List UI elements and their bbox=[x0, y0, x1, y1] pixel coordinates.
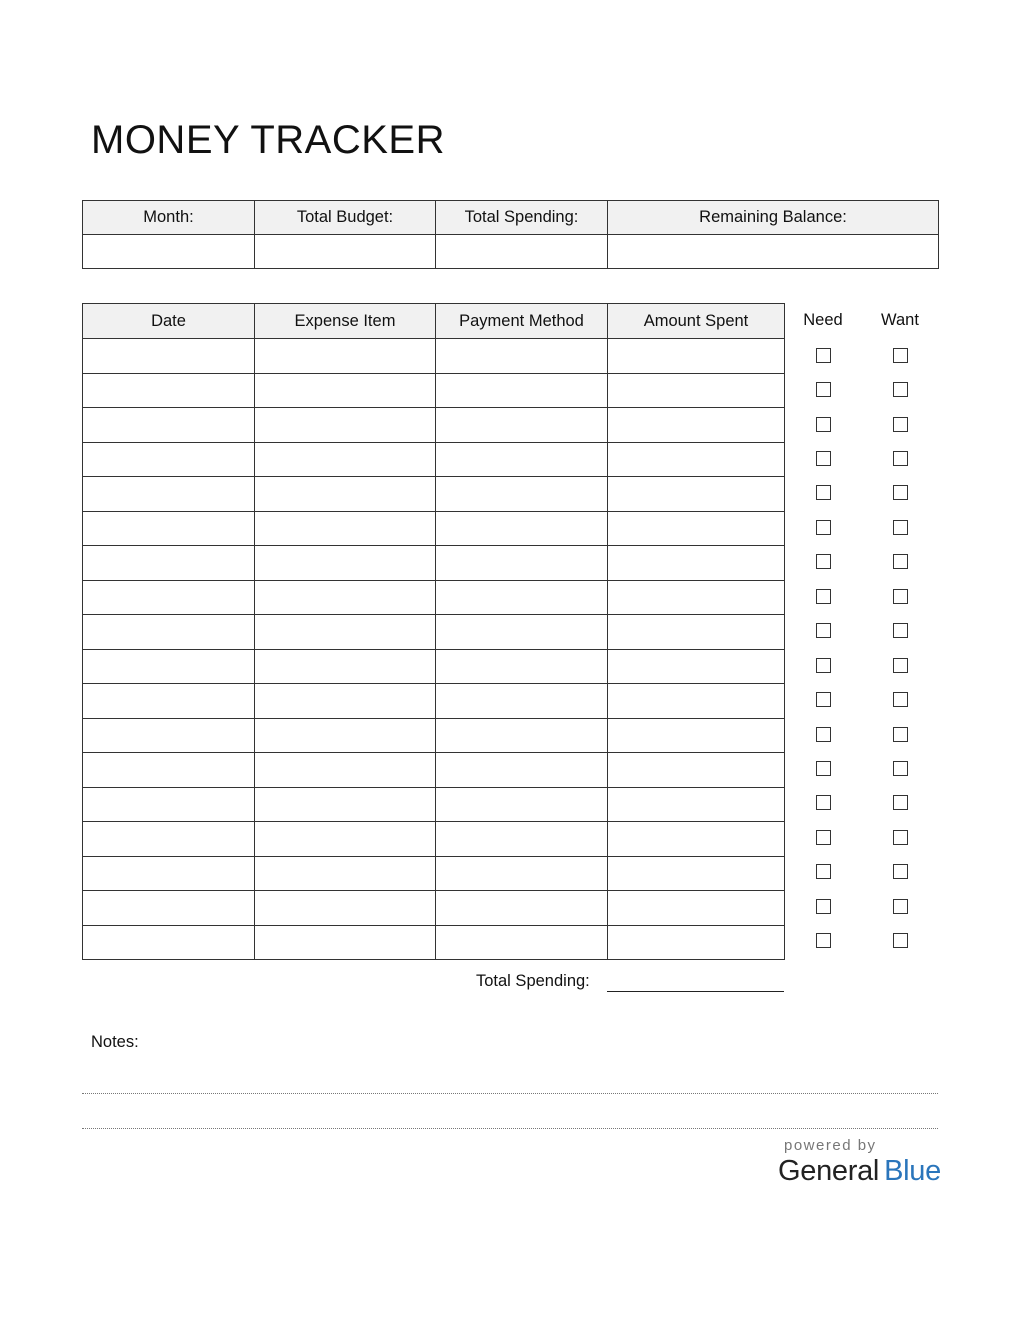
expense-item-cell[interactable] bbox=[255, 856, 436, 891]
amount-spent-cell[interactable] bbox=[608, 477, 785, 512]
checkbox-cell bbox=[793, 682, 853, 716]
checkbox-cell bbox=[870, 510, 930, 544]
need-checkbox[interactable] bbox=[816, 485, 831, 500]
need-checkbox[interactable] bbox=[816, 899, 831, 914]
want-header: Want bbox=[881, 311, 919, 329]
expenses-table bbox=[82, 303, 785, 960]
checkbox-cell bbox=[793, 614, 853, 648]
table-row bbox=[83, 580, 785, 615]
need-checkbox[interactable] bbox=[816, 623, 831, 638]
payment-method-header: Payment Method bbox=[436, 304, 608, 339]
amount-spent-cell[interactable] bbox=[608, 373, 785, 408]
total-budget-field[interactable] bbox=[255, 235, 436, 269]
remaining-balance-field[interactable] bbox=[608, 235, 939, 269]
checkbox-cell bbox=[870, 476, 930, 510]
checkbox-cell bbox=[793, 338, 853, 372]
payment-method-cell[interactable] bbox=[436, 718, 608, 753]
payment-method-cell[interactable] bbox=[436, 856, 608, 891]
notes-line[interactable] bbox=[82, 1128, 938, 1129]
date-cell[interactable] bbox=[83, 891, 255, 926]
payment-method-cell[interactable] bbox=[436, 339, 608, 374]
payment-method-cell[interactable] bbox=[436, 408, 608, 443]
checkbox-cell bbox=[793, 751, 853, 785]
need-checkbox[interactable] bbox=[816, 348, 831, 363]
checkbox-cell bbox=[793, 579, 853, 613]
need-checkbox[interactable] bbox=[816, 554, 831, 569]
amount-spent-header: Amount Spent bbox=[608, 304, 785, 339]
checkbox-cell bbox=[793, 441, 853, 475]
date-cell[interactable] bbox=[83, 408, 255, 443]
checkbox-cell bbox=[870, 407, 930, 441]
amount-spent-cell[interactable] bbox=[608, 339, 785, 374]
amount-spent-cell[interactable] bbox=[608, 856, 785, 891]
expense-item-cell[interactable] bbox=[255, 511, 436, 546]
date-cell[interactable] bbox=[83, 477, 255, 512]
payment-method-cell[interactable] bbox=[436, 511, 608, 546]
date-cell[interactable] bbox=[83, 511, 255, 546]
table-row bbox=[83, 891, 785, 926]
checkbox-cell bbox=[793, 372, 853, 406]
checkbox-cell bbox=[793, 820, 853, 854]
payment-method-cell[interactable] bbox=[436, 477, 608, 512]
need-checkbox[interactable] bbox=[816, 830, 831, 845]
want-checkbox[interactable] bbox=[893, 692, 908, 707]
amount-spent-cell[interactable] bbox=[608, 718, 785, 753]
checkbox-cell bbox=[793, 510, 853, 544]
expense-item-cell[interactable] bbox=[255, 580, 436, 615]
payment-method-cell[interactable] bbox=[436, 925, 608, 960]
want-checkbox[interactable] bbox=[893, 589, 908, 604]
checkbox-cell bbox=[793, 889, 853, 923]
want-checkbox[interactable] bbox=[893, 795, 908, 810]
payment-method-cell[interactable] bbox=[436, 373, 608, 408]
total-spending-field[interactable] bbox=[436, 235, 608, 269]
checkbox-cell bbox=[870, 717, 930, 751]
date-cell[interactable] bbox=[83, 442, 255, 477]
notes-label: Notes: bbox=[91, 1033, 139, 1051]
date-cell[interactable] bbox=[83, 373, 255, 408]
total-spending-header: Total Spending: bbox=[436, 201, 608, 235]
table-row bbox=[83, 373, 785, 408]
expense-item-cell[interactable] bbox=[255, 649, 436, 684]
table-row bbox=[83, 339, 785, 374]
payment-method-cell[interactable] bbox=[436, 753, 608, 788]
need-checkbox[interactable] bbox=[816, 382, 831, 397]
checkbox-cell bbox=[870, 441, 930, 475]
date-cell[interactable] bbox=[83, 856, 255, 891]
checkbox-cell bbox=[793, 855, 853, 889]
expense-item-cell[interactable] bbox=[255, 753, 436, 788]
need-checkbox[interactable] bbox=[816, 864, 831, 879]
total-budget-header: Total Budget: bbox=[255, 201, 436, 235]
notes-line[interactable] bbox=[82, 1093, 938, 1094]
total-spending-label: Total Spending: bbox=[476, 972, 590, 990]
want-checkbox[interactable] bbox=[893, 520, 908, 535]
amount-spent-cell[interactable] bbox=[608, 649, 785, 684]
want-checkbox[interactable] bbox=[893, 658, 908, 673]
table-row bbox=[83, 822, 785, 857]
amount-spent-cell[interactable] bbox=[608, 787, 785, 822]
want-checkbox[interactable] bbox=[893, 554, 908, 569]
amount-spent-cell[interactable] bbox=[608, 891, 785, 926]
checkbox-cell bbox=[870, 338, 930, 372]
want-checkbox[interactable] bbox=[893, 830, 908, 845]
need-checkbox[interactable] bbox=[816, 795, 831, 810]
date-cell[interactable] bbox=[83, 822, 255, 857]
expense-item-cell[interactable] bbox=[255, 787, 436, 822]
want-checkbox[interactable] bbox=[893, 417, 908, 432]
remaining-balance-header: Remaining Balance: bbox=[608, 201, 939, 235]
amount-spent-cell[interactable] bbox=[608, 442, 785, 477]
checkbox-cell bbox=[793, 407, 853, 441]
want-checkbox[interactable] bbox=[893, 864, 908, 879]
expense-item-cell[interactable] bbox=[255, 718, 436, 753]
date-cell[interactable] bbox=[83, 718, 255, 753]
checkbox-cell bbox=[870, 751, 930, 785]
total-spending-line[interactable] bbox=[607, 991, 784, 992]
expense-item-cell[interactable] bbox=[255, 891, 436, 926]
need-checkbox[interactable] bbox=[816, 933, 831, 948]
summary-table bbox=[82, 200, 939, 269]
date-cell[interactable] bbox=[83, 925, 255, 960]
want-checkbox[interactable] bbox=[893, 933, 908, 948]
table-row bbox=[83, 925, 785, 960]
date-cell[interactable] bbox=[83, 580, 255, 615]
amount-spent-cell[interactable] bbox=[608, 753, 785, 788]
need-checkbox[interactable] bbox=[816, 589, 831, 604]
page-title: MONEY TRACKER bbox=[91, 118, 445, 162]
expense-item-cell[interactable] bbox=[255, 442, 436, 477]
table-row bbox=[83, 684, 785, 719]
want-column bbox=[870, 303, 930, 958]
amount-spent-cell[interactable] bbox=[608, 546, 785, 581]
need-checkbox[interactable] bbox=[816, 761, 831, 776]
need-checkbox[interactable] bbox=[816, 727, 831, 742]
need-column bbox=[793, 303, 853, 958]
generalblue-logo bbox=[778, 1155, 941, 1188]
checkbox-cell bbox=[870, 648, 930, 682]
expense-item-cell[interactable] bbox=[255, 339, 436, 374]
checkbox-cell bbox=[793, 786, 853, 820]
amount-spent-cell[interactable] bbox=[608, 580, 785, 615]
checkbox-cell bbox=[793, 923, 853, 957]
want-checkbox[interactable] bbox=[893, 348, 908, 363]
payment-method-cell[interactable] bbox=[436, 615, 608, 650]
expense-item-cell[interactable] bbox=[255, 822, 436, 857]
want-checkbox[interactable] bbox=[893, 623, 908, 638]
date-cell[interactable] bbox=[83, 753, 255, 788]
month-field[interactable] bbox=[83, 235, 255, 269]
expense-item-cell[interactable] bbox=[255, 546, 436, 581]
want-checkbox[interactable] bbox=[893, 451, 908, 466]
checkbox-cell bbox=[870, 545, 930, 579]
checkbox-cell bbox=[793, 476, 853, 510]
date-cell[interactable] bbox=[83, 684, 255, 719]
checkbox-cell bbox=[870, 682, 930, 716]
powered-by-text: powered by bbox=[784, 1137, 877, 1154]
want-checkbox[interactable] bbox=[893, 899, 908, 914]
need-checkbox[interactable] bbox=[816, 417, 831, 432]
date-cell[interactable] bbox=[83, 615, 255, 650]
date-cell[interactable] bbox=[83, 649, 255, 684]
table-row bbox=[83, 408, 785, 443]
payment-method-cell[interactable] bbox=[436, 546, 608, 581]
want-checkbox[interactable] bbox=[893, 485, 908, 500]
need-checkbox[interactable] bbox=[816, 451, 831, 466]
month-header: Month: bbox=[83, 201, 255, 235]
table-row bbox=[83, 511, 785, 546]
payment-method-cell[interactable] bbox=[436, 684, 608, 719]
payment-method-cell[interactable] bbox=[436, 649, 608, 684]
expense-item-cell[interactable] bbox=[255, 373, 436, 408]
expense-item-cell[interactable] bbox=[255, 684, 436, 719]
amount-spent-cell[interactable] bbox=[608, 684, 785, 719]
want-checkbox[interactable] bbox=[893, 382, 908, 397]
expense-item-cell[interactable] bbox=[255, 615, 436, 650]
amount-spent-cell[interactable] bbox=[608, 925, 785, 960]
payment-method-cell[interactable] bbox=[436, 891, 608, 926]
expense-item-cell[interactable] bbox=[255, 477, 436, 512]
table-row bbox=[83, 546, 785, 581]
table-row bbox=[83, 753, 785, 788]
date-header: Date bbox=[83, 304, 255, 339]
table-row bbox=[83, 477, 785, 512]
date-cell[interactable] bbox=[83, 546, 255, 581]
table-row bbox=[83, 787, 785, 822]
amount-spent-cell[interactable] bbox=[608, 511, 785, 546]
table-row bbox=[83, 442, 785, 477]
checkbox-cell bbox=[793, 717, 853, 751]
checkbox-cell bbox=[870, 579, 930, 613]
checkbox-cell bbox=[793, 648, 853, 682]
logo-general: General bbox=[778, 1155, 880, 1187]
table-row bbox=[83, 615, 785, 650]
need-checkbox[interactable] bbox=[816, 520, 831, 535]
checkbox-cell bbox=[870, 923, 930, 957]
want-checkbox[interactable] bbox=[893, 727, 908, 742]
need-checkbox[interactable] bbox=[816, 658, 831, 673]
expense-item-header: Expense Item bbox=[255, 304, 436, 339]
amount-spent-cell[interactable] bbox=[608, 822, 785, 857]
payment-method-cell[interactable] bbox=[436, 787, 608, 822]
checkbox-cell bbox=[870, 855, 930, 889]
amount-spent-cell[interactable] bbox=[608, 615, 785, 650]
checkbox-cell bbox=[870, 889, 930, 923]
payment-method-cell[interactable] bbox=[436, 442, 608, 477]
checkbox-cell bbox=[793, 545, 853, 579]
table-row bbox=[83, 718, 785, 753]
date-cell[interactable] bbox=[83, 787, 255, 822]
checkbox-cell bbox=[870, 614, 930, 648]
checkbox-cell bbox=[870, 372, 930, 406]
amount-spent-cell[interactable] bbox=[608, 408, 785, 443]
want-checkbox[interactable] bbox=[893, 761, 908, 776]
table-row bbox=[83, 649, 785, 684]
checkbox-cell bbox=[870, 820, 930, 854]
date-cell[interactable] bbox=[83, 339, 255, 374]
payment-method-cell[interactable] bbox=[436, 580, 608, 615]
need-header: Need bbox=[803, 311, 843, 329]
checkbox-cell bbox=[870, 786, 930, 820]
payment-method-cell[interactable] bbox=[436, 822, 608, 857]
table-row bbox=[83, 856, 785, 891]
logo-blue: Blue bbox=[884, 1155, 941, 1187]
need-checkbox[interactable] bbox=[816, 692, 831, 707]
expense-item-cell[interactable] bbox=[255, 408, 436, 443]
expense-item-cell[interactable] bbox=[255, 925, 436, 960]
